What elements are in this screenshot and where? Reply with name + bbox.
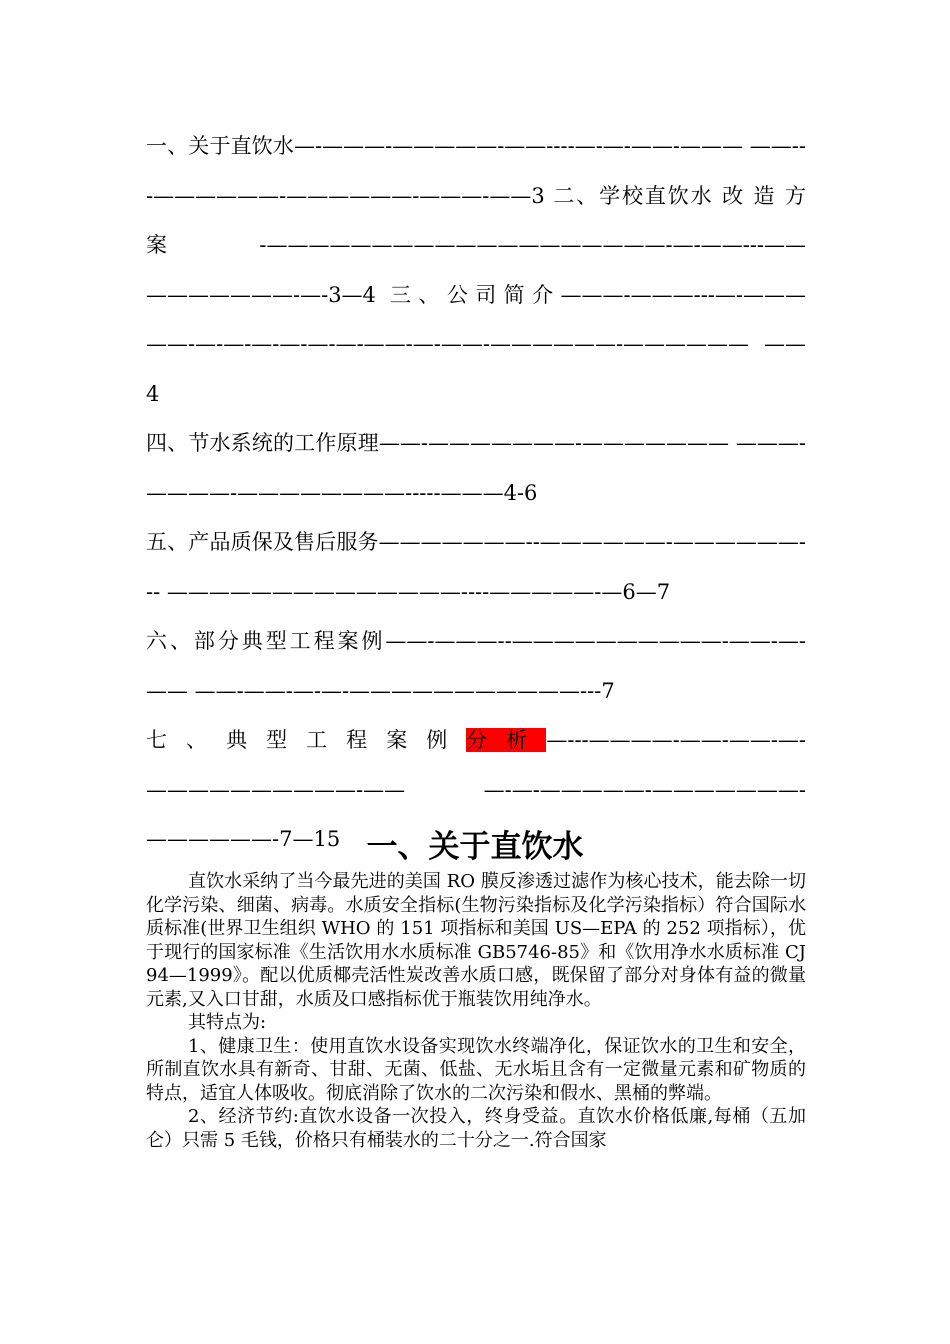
paragraph-features-lead: 其特点为: — [188, 1012, 267, 1033]
paragraph-feature-economy: 2、经济节约:直饮水设备一次投入，终身受益。直饮水价格低廉,每桶（五加仑）只需 5 毛钱，价格只有桶装水的二十分之一.符合国家 — [146, 1106, 806, 1151]
toc-entry-6[interactable]: 六、部分典型工程案例——-———--——————————-——-—-—— ——-——-—-—-———————————---7 — [146, 629, 806, 703]
section-heading: 一、关于直饮水 — [366, 829, 584, 865]
paragraph-feature-health: 1、健康卫生：使用直饮水设备实现饮水终端净化，保证饮水的卫生和安全，所制直饮水具有新奇、甘甜、无菌、低盐、无水垢且含有一定微量元素和矿物质的特点，适宜人体吸收。彻底消除了饮水的二次污染和假水、黑桶的弊端。 — [146, 1035, 806, 1104]
toc-entry-7-text: 七、典型工程案例 — [146, 728, 467, 752]
table-of-contents — [146, 122, 806, 865]
toc-entry-5[interactable]: 五、产品质保及售后服务———————--——————-——————--- ——————————————----—————-—6—7 — [146, 530, 806, 604]
highlighted-text: 分析 — [466, 728, 547, 752]
toc-entry-4[interactable]: 四、节水系统的工作原理——-———————-——————— ———-————-————————-----———4-6 — [146, 431, 806, 505]
toc-entry-1-3[interactable]: 一、关于直饮水—-———-—————-——----—-—-——-——— ——---——————-——————-———-——3 二、学校直饮水 改 造 方 案 -———————————————————-—-——---—— ———————-—-3—4 三、公司简介———-———---—-——— ——-—-—-—-—-—-—-——-—-——-——————-—————— ——4 — [146, 134, 806, 406]
toc-entry-7-leader: —---————-——-——-—-——————————-—— —-—-—————-———————-——————-7—15 — [146, 728, 807, 851]
paragraph-intro: 直饮水采纳了当今最先进的美国 RO 膜反渗透过滤作为核心技术，能去除一切化学污染、细菌、病毒。水质安全指标(生物污染指标及化学污染指标）符合国际水质标准(世界卫生组织 WHO 的 151 项指标和美国 US—EPA 的 252 项指标），优于现行的国家标准《生活饮用水水质标准 GB5746-85》和《饮用净水水质标准 CJ94—1999》。配以优质椰壳活性炭改善水质口感，既保留了部分对身体有益的微量元素,又入口甘甜，水质及口感指标优于瓶装饮用纯净水。 — [146, 871, 806, 1010]
section-body — [146, 870, 806, 1152]
